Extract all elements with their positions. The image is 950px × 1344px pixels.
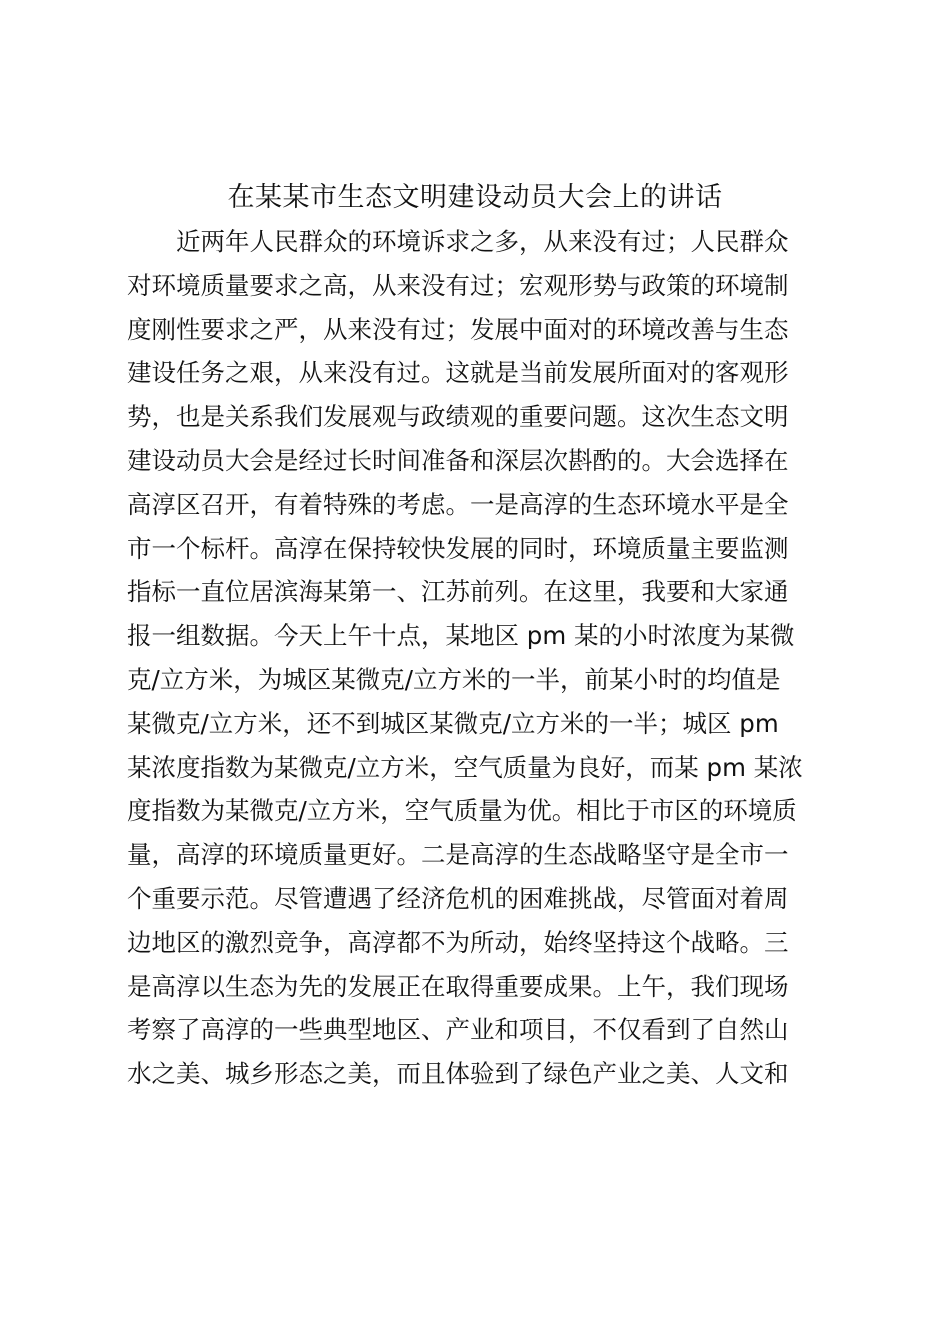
paragraph-line: 某微克/立方米，还不到城区某微克/立方米的一半；城区 pm	[127, 708, 779, 738]
document-title: 在某某市生态文明建设动员大会上的讲话	[227, 182, 723, 213]
paragraph-line: 指标一直位居滨海某第一、江苏前列。在这里，我要和大家通	[127, 577, 789, 607]
paragraph-line: 势，也是关系我们发展观与政绩观的重要问题。这次生态文明	[127, 402, 789, 432]
paragraph-line: 度指数为某微克/立方米，空气质量为优。相比于市区的环境质	[127, 796, 797, 826]
paragraph-line: 考察了高淳的一些典型地区、产业和项目，不仅看到了自然山	[127, 1015, 789, 1045]
paragraph-line: 边地区的激烈竞争，高淳都不为所动，始终坚持这个战略。三	[127, 927, 789, 957]
speech-paragraph	[127, 220, 827, 1096]
paragraph-line: 建设动员大会是经过长时间准备和深层次斟酌的。大会选择在	[127, 445, 789, 475]
paragraph-line: 建设任务之艰，从来没有过。这就是当前发展所面对的客观形	[127, 358, 789, 388]
paragraph-line: 个重要示范。尽管遭遇了经济危机的困难挑战，尽管面对着周	[127, 883, 789, 913]
paragraph-line: 是高淳以生态为先的发展正在取得重要成果。上午，我们现场	[127, 971, 789, 1001]
paragraph-line: 近两年人民群众的环境诉求之多，从来没有过；人民群众	[176, 227, 789, 256]
paragraph-line: 量，高淳的环境质量更好。二是高淳的生态战略坚守是全市一	[127, 840, 789, 870]
paragraph-line: 报一组数据。今天上午十点，某地区 pm 某的小时浓度为某微	[127, 621, 795, 651]
paragraph-line: 高淳区召开，有着特殊的考虑。一是高淳的生态环境水平是全	[127, 489, 789, 519]
paragraph-line: 市一个标杆。高淳在保持较快发展的同时，环境质量主要监测	[127, 533, 789, 563]
paragraph-line: 克/立方米，为城区某微克/立方米的一半，前某小时的均值是	[127, 664, 781, 694]
paragraph-line: 水之美、城乡形态之美，而且体验到了绿色产业之美、人文和	[127, 1059, 789, 1089]
paragraph-line: 某浓度指数为某微克/立方米，空气质量为良好，而某 pm 某浓	[127, 752, 803, 782]
paragraph-line: 度刚性要求之严，从来没有过；发展中面对的环境改善与生态	[127, 314, 789, 344]
paragraph-line: 对环境质量要求之高，从来没有过；宏观形势与政策的环境制	[127, 270, 789, 300]
